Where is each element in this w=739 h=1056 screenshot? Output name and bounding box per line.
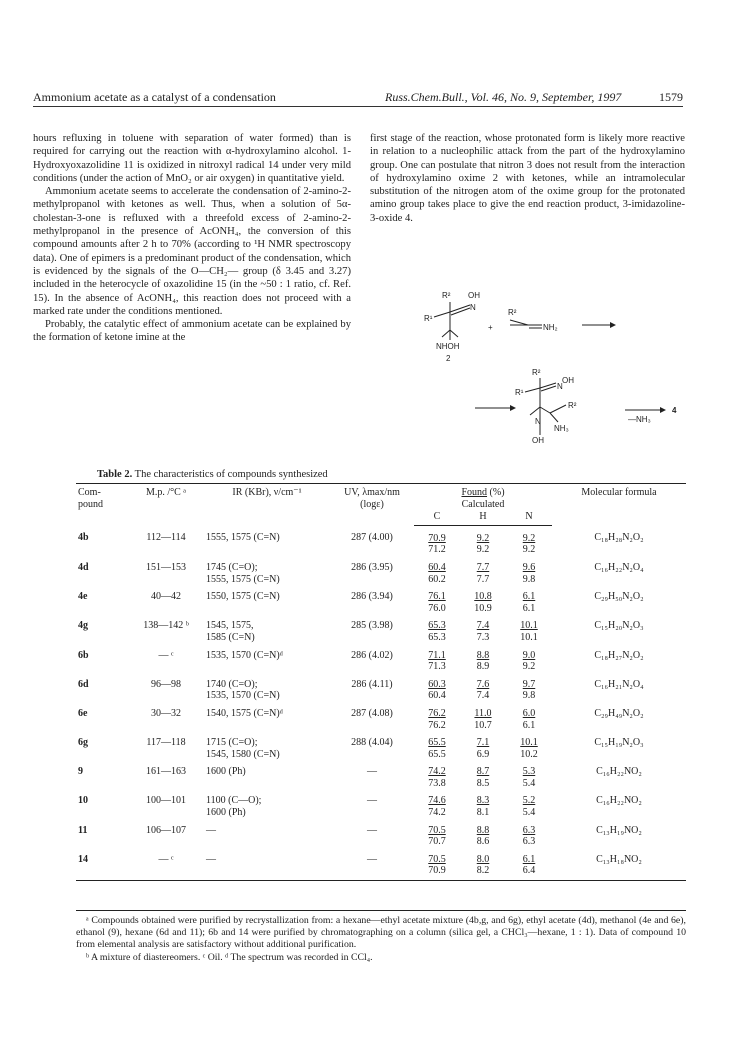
found-value: 70.5 [428, 824, 446, 836]
ir-line: 1715 (C=O); [206, 737, 258, 749]
molecular-formula: C₂₉H₄₉N₂O₂ [594, 707, 644, 719]
calculated-value: 71.2 [428, 544, 446, 556]
analysis-n [506, 556, 552, 585]
melting-point: 106—107 [146, 824, 186, 836]
calculated-value: 6.1 [522, 719, 536, 731]
melting-point: 117—118 [146, 737, 186, 749]
found-value: 76.1 [428, 591, 446, 603]
ir-data [204, 789, 330, 818]
ir-data [204, 702, 330, 731]
table-row [76, 556, 686, 585]
analysis-c [414, 702, 460, 731]
ir-data [204, 614, 330, 643]
found-value: 11.0 [474, 707, 492, 719]
melting-point: 112—114 [146, 532, 186, 544]
page-number: 1579 [659, 90, 683, 104]
molecular-formula: C₁₆H₂₂N₂O₄ [594, 561, 644, 573]
compound-id: 6d [78, 678, 89, 690]
found-value: 10.8 [474, 591, 492, 603]
scheme-label: R² [532, 368, 541, 377]
found-value: 9.7 [522, 678, 536, 690]
header-calculated: Calculated [461, 498, 505, 510]
paragraph: Probably, the catalytic effect of ammonium acetate can be explained by the formation of ketone imine at the [33, 319, 351, 344]
molecular-formula: C₁₈H₂₇N₂O₂ [594, 649, 644, 661]
uv-data: — [367, 824, 377, 836]
calculated-value: 7.4 [476, 690, 490, 702]
melting-point: — ᶜ [158, 649, 174, 661]
analysis-c [414, 760, 460, 789]
scheme-label: NH₂ [543, 323, 558, 332]
compound-id: 4d [78, 561, 89, 573]
molecular-formula: C₁₆H₂₁N₂O₄ [594, 678, 644, 690]
analysis-n [506, 702, 552, 731]
running-title: Ammonium acetate as a catalyst of a condensation [33, 90, 276, 104]
ir-line: 1540, 1575 (C=N)ᵈ [206, 707, 283, 719]
melting-point: 30—32 [151, 707, 181, 719]
header-ir: IR (KBr), ν/cm⁻¹ [204, 484, 330, 526]
molecular-formula: C₁₅H₂₀N₂O₃ [594, 620, 644, 632]
calculated-value: 71.3 [428, 661, 446, 673]
analysis-h [460, 702, 506, 731]
ir-line: 1600 (Ph) [206, 807, 246, 819]
ir-line: 1600 (Ph) [206, 766, 246, 778]
found-value: 70.9 [428, 532, 446, 544]
right-column [370, 132, 685, 225]
ir-data [204, 644, 330, 673]
analysis-h [460, 585, 506, 614]
analysis-n [506, 614, 552, 643]
running-header [33, 90, 683, 107]
scheme-label: OH [532, 436, 544, 445]
molecular-formula: C₂₉H₅₀N₂O₂ [594, 591, 644, 603]
found-value: 6.0 [522, 707, 536, 719]
header-compound: Com- pound [76, 484, 128, 526]
scheme-label: R¹ [424, 314, 433, 323]
header-c: C [414, 510, 460, 525]
footnote: ᵇ A mixture of diastereomers. ᶜ Oil. ᵈ The spectrum was recorded in CCl₄. [86, 951, 373, 963]
analysis-h [460, 673, 506, 702]
analysis-c [414, 848, 460, 881]
molecular-formula: C₁₆H₂₂NO₂ [596, 795, 642, 807]
molecular-formula: C₁₆H₂₂NO₂ [596, 766, 642, 778]
scheme-label: R¹ [515, 388, 524, 397]
melting-point: — ᶜ [128, 848, 204, 881]
calculated-value: 9.2 [522, 661, 536, 673]
calculated-value: 74.2 [428, 807, 446, 819]
calculated-value: 8.1 [476, 807, 490, 819]
calculated-value: 76.2 [428, 719, 446, 731]
calculated-value: 73.8 [428, 777, 446, 789]
calculated-value: 65.5 [428, 748, 446, 760]
analysis-c [414, 673, 460, 702]
calculated-value: 60.4 [428, 690, 446, 702]
calculated-value: 9.8 [522, 690, 536, 702]
calculated-value: 7.7 [476, 573, 490, 585]
scheme-label: R² [442, 291, 451, 300]
uv-data: 286 (4.11) [351, 678, 393, 690]
table-row [76, 525, 686, 556]
found-value: 7.6 [476, 678, 490, 690]
calculated-value: 70.7 [428, 836, 446, 848]
ir-data [204, 819, 330, 848]
compound-id: 4e [78, 591, 88, 603]
found-value: 10.1 [520, 620, 538, 632]
header-found: Found [461, 487, 488, 498]
uv-data: 286 (4.02) [351, 649, 393, 661]
analysis-c [414, 789, 460, 818]
analysis-n [506, 789, 552, 818]
analysis-n [506, 585, 552, 614]
calculated-value: 9.2 [476, 544, 490, 556]
uv-data: — [330, 848, 414, 881]
reaction-scheme [370, 285, 685, 445]
analysis-c [414, 556, 460, 585]
ir-line: 1545, 1580 (C=N) [206, 748, 280, 760]
compound-id: 14 [76, 848, 128, 881]
found-value: 9.2 [522, 532, 536, 544]
analysis-h [460, 614, 506, 643]
found-value: 5.3 [522, 766, 536, 778]
scheme-label: OH [468, 291, 480, 300]
found-value: 10.1 [520, 737, 538, 749]
table-footnotes [76, 910, 686, 964]
found-value: 65.3 [428, 620, 446, 632]
ir-data [204, 848, 330, 881]
calculated-value: 9.2 [522, 544, 536, 556]
found-value: 9.2 [476, 532, 490, 544]
found-value: 9.6 [522, 561, 536, 573]
scheme-label: NH₃ [554, 424, 569, 433]
found-value: 74.2 [428, 766, 446, 778]
calculated-value: 6.9 [476, 748, 490, 760]
analysis-h [460, 556, 506, 585]
table-row [76, 760, 686, 789]
ir-data [204, 525, 330, 556]
ir-line: 1585 (C=N) [206, 631, 255, 643]
compound-id: 4g [78, 620, 88, 632]
found-value: 65.5 [428, 737, 446, 749]
scheme-label: N [535, 417, 541, 426]
analysis-n [506, 644, 552, 673]
ir-line: 1745 (C=O); [206, 561, 258, 573]
table-row [76, 702, 686, 731]
calculated-value: 8.9 [476, 661, 490, 673]
table-row [76, 789, 686, 818]
header-elemental [414, 484, 552, 511]
ir-line: 1535, 1570 (C=N) [206, 690, 280, 702]
table-row [76, 731, 686, 760]
analysis-n [506, 731, 552, 760]
uv-data: 285 (3.98) [351, 620, 393, 632]
table-row [76, 585, 686, 614]
analysis-c [414, 819, 460, 848]
found-value: 5.2 [522, 795, 536, 807]
found-value: 8.3 [476, 795, 490, 807]
ir-line: 1545, 1575, [206, 620, 254, 632]
found-value: 7.4 [476, 620, 490, 632]
table-caption-label: Table 2. [97, 469, 133, 480]
uv-data: 287 (4.00) [351, 532, 393, 544]
compound-id: 9 [78, 766, 83, 778]
found-value: 7.1 [476, 737, 490, 749]
paragraph: Ammonium acetate seems to accelerate the condensation of 2-amino-2-methylpropanol with ketones as well. Thus, when a solution of 5α-cholestan-3-one is refluxed with a threefold excess of 2-amino-2-methylpropanol in the presence of AcONH₄, the conversion of this compound amounts after 2 h to 70% (according to ¹H NMR spectroscopy data). One of epimers is a predominant product of the condensation, which is evidenced by the signals of the O—CH₂— group (δ 3.45 and 3.27) included in the heterocycle of oxazolidine 15 (in the ~50 : 1 ratio, cf. Ref. 15). In the absence of AcONH₄, this reaction does not proceed with a marked rate under the conditions mentioned. [33, 186, 351, 317]
analysis-h [460, 525, 506, 556]
compound-id: 6e [78, 707, 88, 719]
ir-data [204, 731, 330, 760]
analysis-n [506, 760, 552, 789]
analysis-h [460, 848, 506, 881]
scheme-label: —NH₃ [628, 415, 651, 424]
header-mp: M.p. /°C ᵃ [128, 484, 204, 526]
calculated-value: 6.4 [522, 865, 536, 877]
ir-line: 1550, 1575 (C=N) [206, 591, 280, 603]
molecular-formula: C₁₅H₁₉N₂O₃ [594, 737, 644, 749]
analysis-c [414, 644, 460, 673]
calculated-value: 10.2 [520, 748, 538, 760]
scheme-label: N [557, 382, 563, 391]
calculated-value: 60.2 [428, 573, 446, 585]
calculated-value: 76.0 [428, 602, 446, 614]
molecular-formula: C₁₈H₂₈N₂O₂ [594, 532, 644, 544]
found-value: 6.1 [522, 591, 536, 603]
analysis-c [414, 585, 460, 614]
molecular-formula: C₁₃H₁₈NO₂ [552, 848, 686, 881]
melting-point: 40—42 [151, 591, 181, 603]
scheme-label: R² [508, 308, 517, 317]
found-value: 76.2 [428, 707, 446, 719]
ir-data [204, 556, 330, 585]
analysis-c [414, 614, 460, 643]
scheme-label: + [488, 323, 493, 332]
paragraph: hours refluxing in toluene with separation of water formed) than is required for carrying out the reaction with α-hydroxylamino alcohol. 1-Hydroxyoxazolidine 11 is oxidized in nitroxyl radical 14 under very mild conditions (under the action of MnO₂ or air oxygen) in quantitative yield. [33, 133, 351, 184]
found-value: 74.6 [428, 795, 446, 807]
characteristics-table [76, 483, 686, 881]
left-column [33, 132, 351, 345]
table-row [76, 848, 686, 881]
journal-citation: Russ.Chem.Bull., Vol. 46, No. 9, September, 1997 [385, 90, 622, 104]
analysis-n [506, 819, 552, 848]
found-value: 8.0 [476, 853, 490, 865]
analysis-n [506, 673, 552, 702]
table-caption [97, 469, 328, 480]
found-value: 9.0 [522, 649, 536, 661]
melting-point: 138—142 ᵇ [143, 620, 189, 632]
ir-data [204, 673, 330, 702]
table-row [76, 819, 686, 848]
uv-data: — [367, 766, 377, 778]
table-row [76, 644, 686, 673]
uv-data: — [367, 795, 377, 807]
analysis-n [506, 848, 552, 881]
calculated-value: 7.3 [476, 631, 490, 643]
table-caption-text: The characteristics of compounds synthesized [134, 469, 328, 480]
header-h: H [460, 510, 506, 525]
scheme-label: 4 [672, 406, 677, 415]
analysis-h [460, 760, 506, 789]
header-percent: (%) [489, 487, 505, 498]
scheme-label: NHOH [436, 342, 460, 351]
molecular-formula: C₁₃H₁₉NO₂ [596, 824, 642, 836]
calculated-value: 8.2 [476, 865, 490, 877]
ir-line: — [206, 853, 216, 865]
ir-line: 1100 (C—O); [206, 795, 262, 807]
calculated-value: 10.1 [520, 631, 538, 643]
analysis-h [460, 819, 506, 848]
compound-id: 6g [78, 737, 88, 749]
melting-point: 161—163 [146, 766, 186, 778]
found-value: 6.1 [522, 853, 536, 865]
calculated-value: 70.9 [428, 865, 446, 877]
ir-line: — [206, 824, 216, 836]
calculated-value: 6.3 [522, 836, 536, 848]
calculated-value: 9.8 [522, 573, 536, 585]
table-row [76, 673, 686, 702]
found-value: 6.3 [522, 824, 536, 836]
found-value: 71.1 [428, 649, 446, 661]
calculated-value: 5.4 [522, 777, 536, 789]
ir-line: 1555, 1575 (C=N) [206, 532, 280, 544]
header-uv: UV, λmax/nm (logε) [330, 484, 414, 526]
calculated-value: 5.4 [522, 807, 536, 819]
uv-data: 286 (3.94) [351, 591, 393, 603]
found-value: 8.7 [476, 766, 490, 778]
analysis-h [460, 644, 506, 673]
ir-data [204, 760, 330, 789]
uv-data: 286 (3.95) [351, 561, 393, 573]
ir-line: 1535, 1570 (C=N)ᵈ [206, 649, 283, 661]
calculated-value: 10.7 [474, 719, 492, 731]
calculated-value: 6.1 [522, 602, 536, 614]
uv-data: 287 (4.08) [351, 707, 393, 719]
paragraph: first stage of the reaction, whose protonated form is likely more reactive in relation to a nucleophilic attack from the part of the hydroxylamino group. One can postulate that nitron 3 does not result from the interaction of hydroxylamino oxime 2 with ketones, while an intramolecular substitution of the nitrogen atom of the oxime group for the protonated amino group takes place to give the end reaction product, 3-imidazoline-3-oxide 4. [370, 133, 685, 224]
found-value: 70.5 [428, 853, 446, 865]
header-formula: Molecular formula [552, 484, 686, 526]
found-value: 8.8 [476, 649, 490, 661]
melting-point: 151—153 [146, 561, 186, 573]
scheme-label: 2 [446, 354, 451, 363]
analysis-h [460, 731, 506, 760]
table-row [76, 614, 686, 643]
analysis-n [506, 525, 552, 556]
found-value: 7.7 [476, 561, 490, 573]
compound-id: 4b [78, 532, 89, 544]
calculated-value: 8.6 [476, 836, 490, 848]
calculated-value: 65.3 [428, 631, 446, 643]
scheme-label: N [470, 303, 476, 312]
scheme-label: R² [568, 401, 577, 410]
calculated-value: 10.9 [474, 602, 492, 614]
analysis-c [414, 731, 460, 760]
footnote: ᵃ Compounds obtained were purified by recrystallization from: a hexane—ethyl acetate mixture (4b,g, and 6g), ethyl acetate (4d), methanol (4e and 6e), ethanol (9), hexane (6d and 11); 6b and 14 were purified by chromatographing on a column (silica gel, a CHCl₃—hexane, 1 : 1). Data of compound 10 from elemental analysis are satisfactory without additional purification. [76, 915, 686, 951]
ir-line: 1555, 1575 (C=N) [206, 573, 280, 585]
compound-id: 10 [78, 795, 88, 807]
melting-point: 96—98 [151, 678, 181, 690]
analysis-c [414, 525, 460, 556]
found-value: 60.4 [428, 561, 446, 573]
compound-id: 11 [78, 824, 88, 836]
header-n: N [506, 510, 552, 525]
analysis-h [460, 789, 506, 818]
found-value: 60.3 [428, 678, 446, 690]
compound-id: 6b [78, 649, 89, 661]
scheme-label: OH [562, 376, 574, 385]
uv-data: 288 (4.04) [351, 737, 393, 749]
ir-line: 1740 (C=O); [206, 678, 258, 690]
ir-data [204, 585, 330, 614]
melting-point: 100—101 [146, 795, 186, 807]
calculated-value: 8.5 [476, 777, 490, 789]
found-value: 8.8 [476, 824, 490, 836]
